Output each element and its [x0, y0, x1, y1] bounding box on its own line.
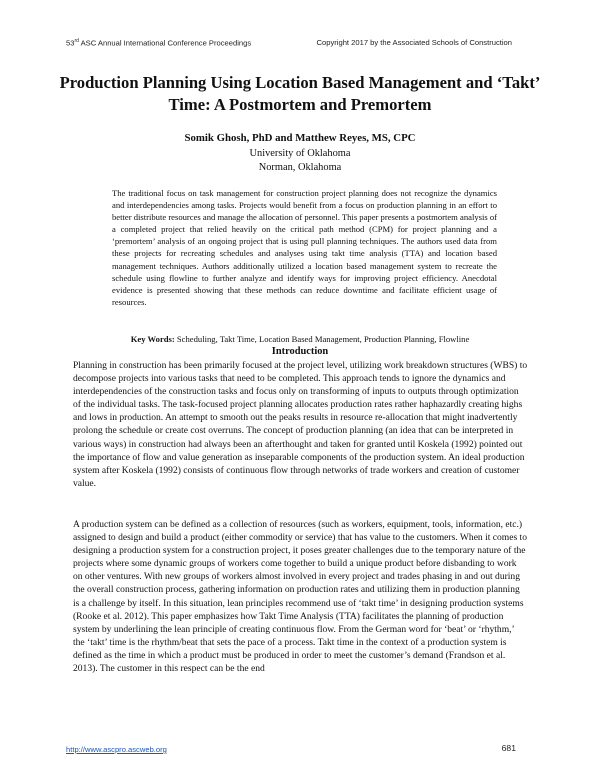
keywords [0, 334, 600, 344]
keywords-label: Key Words: [130, 334, 175, 344]
affiliation-university: University of Oklahoma [249, 148, 351, 159]
abstract: The traditional focus on task management for construction project planning does not recognize the dynamics and interdependencies among tasks. Projects would benefit from a focus on production planning in an effort to better distribute resources and manage the allocation of personnel. This paper presents a postmortem analysis of a completed project that relied heavily on the critical path method (CPM) for project planning and a ‘premortem’ analysis of an ongoing project that is using pull planning techniques. The authors used data from these projects for recreating schedules and analyses using takt time analysis (TTA) and location based management techniques. Authors additionally utilized a location based management system to recreate the schedule using flowline to further analyze and identify ways for improving project efficiency. Anecdotal evidence is presented showing that these methods can reduce downtime and facilitate efficient usage of resources. [112, 188, 498, 307]
header-conference-name: ASC Annual International Conference Proceedings [78, 38, 252, 48]
body-paragraph: Planning in construction has been primarily focused at the project level, utilizing work breakdown structures (WBS) to decompose projects into various tasks that need to be completed. This approach tends to ignore the dynamics and interdependencies of the construction tasks and focus only on transforming of inputs to outputs through optimization of the individual tasks. The task-focused project planning allocates production rates rather haphazardly creating highs and lows in production. An attempt to smooth out the peaks results in resource re-allocation that might inadvertently prolong the schedule or create cost overruns. The concept of production planning (an idea that can be interpreted in various ways) in construction had always been an afterthought and taken for granted until Koskela (1992) pointed out the importance of flow and value generation as inseparable components of the production system. An ideal production system after Koskela (1992) consists of continuous flow through networks of trade workers and creation of customer value. [73, 360, 528, 489]
header-conference-number: 53 [66, 38, 75, 48]
section-heading-introduction: Introduction [271, 346, 329, 357]
body-paragraph: A production system can be defined as a collection of resources (such as workers, equipment, tools, information, etc.) assigned to design and build a product (either commodity or service) that has value to the customers. When it comes to designing a production system for a construction project, it poses greater challenges due to the temporary nature of the projects where some dynamic groups of workers come together to build a unique product before disbanding to work on other ventures. With new groups of workers almost involved in every project and trades phasing in and out during the overall construction process, gathering information on production rates and utilizing them in production planning is a challenge by itself. In this situation, lean principles recommend use of ‘takt time’ in designing production systems (Rooke et al. 2012). This paper emphasizes how Takt Time Analysis (TTA) facilitates the planning of production system by underlining the lean principle of creating continuous flow. From the German word for ‘beat’ or ‘rhythm,’ the ‘takt’ time is the rhythm/beat that sets the pace of a process. Takt time in the context of a production system is defined as the time in which a product must be produced in order to meet the customer’s demand (Frandson et al. 2013). The customer in this respect can be the end [73, 519, 527, 675]
affiliation-location: Norman, Oklahoma [258, 162, 342, 173]
running-header-left [66, 38, 251, 48]
footer-website-link[interactable]: http://www.ascpro.ascweb.org [66, 745, 167, 754]
running-header-right: Copyright 2017 by the Associated Schools of Construction [316, 38, 512, 47]
keywords-list: Scheduling, Takt Time, Location Based Management, Production Planning, Flowline [174, 334, 470, 344]
page-number: 681 [501, 743, 516, 753]
paper-authors: Somik Ghosh, PhD and Matthew Reyes, MS, CPC [184, 132, 416, 144]
paper-title: Production Planning Using Location Based Management and ‘Takt’ Time: A Postmortem and Premortem [59, 73, 541, 114]
header-ordinal-suffix: rd [74, 38, 79, 44]
